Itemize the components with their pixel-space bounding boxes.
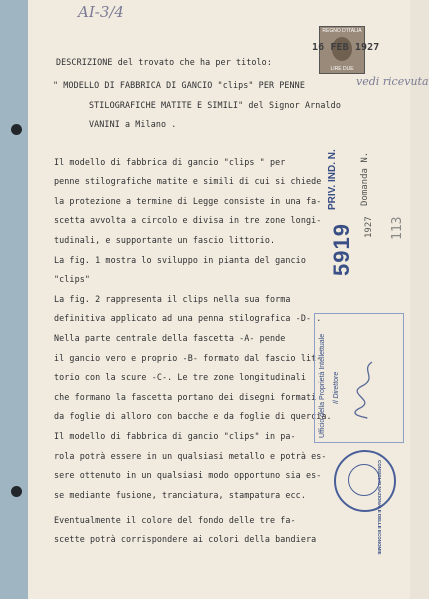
body-line: Eventualmente il colore del fondo delle tre fa-: [54, 515, 296, 525]
handwritten-reference: AI-3/4: [78, 3, 124, 21]
body-line: da foglie di alloro con bacche e da foglie di quercia.: [54, 411, 332, 421]
round-stamp-text: CONSIGLIO NAZIONALE DELLE ECONOMIE: [377, 460, 382, 555]
director-text: Il Direttore: [333, 371, 340, 404]
stamp-emblem-icon: [348, 464, 380, 496]
body-line: Nella parte centrale della fascetta -A- pende: [54, 333, 286, 343]
body-line: rola potrà essere in un qualsiasi metallo e potrà es-: [54, 451, 327, 461]
punch-hole-top: [11, 124, 22, 135]
revenue-stamp-top-text: REGNO D'ITALIA: [322, 28, 362, 34]
page-mark: 113: [390, 216, 405, 240]
body-line: La fig. 1 mostra lo sviluppo in pianta del gancio: [54, 255, 306, 265]
body-line: la protezione a termine di Legge consiste in una fa-: [54, 196, 322, 206]
body-line: sere ottenuto in un qualsiasi modo opportuno sia es-: [54, 470, 322, 480]
title-line: DESCRIZIONE del trovato che ha per titolo:: [56, 57, 272, 67]
title-line: STILOGRAFICHE MATITE E SIMILI" del Signor Arnaldo: [89, 100, 341, 110]
title-line: " MODELLO DI FABBRICA DI GANCIO "clips" PER PENNE: [53, 80, 305, 90]
punch-hole-bottom: [11, 486, 22, 497]
body-line: che formano la fascetta portano dei disegni formati: [54, 392, 317, 402]
handwritten-note: vedi ricevuta: [356, 75, 429, 88]
binding-strip: [0, 0, 28, 599]
title-line: VANINI a Milano .: [89, 119, 177, 129]
priv-number-stamp: 5919: [329, 223, 354, 276]
office-stamp-text: Ufficio della Proprietà Intellettuale: [319, 333, 326, 438]
body-line: La fig. 2 rappresenta il clips nella sua forma: [54, 294, 291, 304]
body-line: definitiva applicato ad una penna stilografica -D- .: [54, 313, 322, 323]
body-line: il gancio vero e proprio -B- formato dal fascio lit-: [54, 353, 322, 363]
priv-label-stamp: PRIV. IND. N.: [327, 149, 338, 210]
year-stamp: 1927: [364, 216, 374, 238]
revenue-stamp-bottom-text: LIRE DUE: [330, 66, 354, 72]
body-line: "clips": [54, 274, 90, 284]
director-signature: [352, 360, 382, 420]
body-line: scetta avvolta a circolo e divisa in tre zone longi-: [54, 215, 322, 225]
body-line: tudinali, e supportante un fascio littorio.: [54, 235, 276, 245]
official-round-stamp: [334, 450, 396, 555]
body-line: Il modello di fabbrica di gancio "clips" in pa-: [54, 431, 296, 441]
body-line: Il modello di fabbrica di gancio "clips " per: [54, 157, 286, 167]
date-stamp: 16 FEB 1927: [312, 42, 380, 53]
body-line: torio con la scure -C-. Le tre zone longitudinali: [54, 372, 306, 382]
body-line: se mediante fusione, tranciatura, stampatura ecc.: [54, 490, 306, 500]
body-line: penne stilografiche matite e simili di cui si chiede: [54, 176, 322, 186]
domanda-label: Domanda N.: [360, 151, 370, 206]
body-line: scette potrà corrispondere ai colori della bandiera: [54, 534, 317, 544]
